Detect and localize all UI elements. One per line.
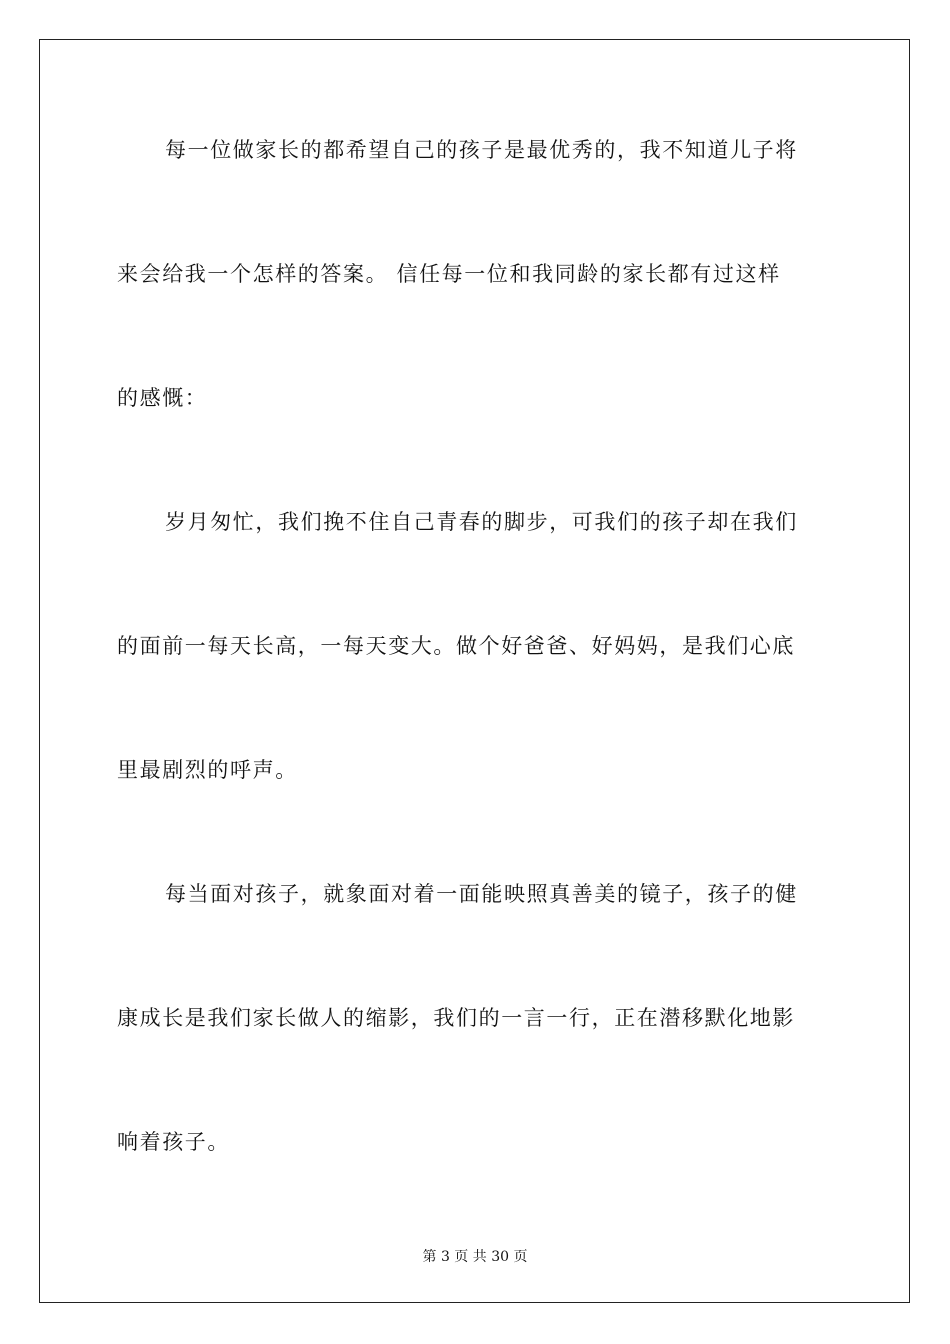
paragraph-2-line-2: 的面前一每天长高，一每天变大。做个好爸爸、好妈妈，是我们心底 xyxy=(117,634,795,658)
page-border xyxy=(39,39,910,1303)
paragraph-2-line-1: 岁月匆忙，我们挽不住自己青春的脚步，可我们的孩子却在我们 xyxy=(165,510,798,534)
paragraph-1-line-1: 每一位做家长的都希望自己的孩子是最优秀的，我不知道儿子将 xyxy=(165,138,798,162)
paragraph-1-line-3: 的感慨： xyxy=(117,386,208,410)
page-number-footer: 第 3 页 共 30 页 xyxy=(422,1249,528,1265)
paragraph-2-line-3: 里最剧烈的呼声。 xyxy=(117,758,298,782)
paragraph-3-line-2: 康成长是我们家长做人的缩影，我们的一言一行，正在潜移默化地影 xyxy=(117,1006,795,1030)
paragraph-3-line-1: 每当面对孩子，就象面对着一面能映照真善美的镜子，孩子的健 xyxy=(165,882,798,906)
paragraph-3-line-3: 响着孩子。 xyxy=(117,1130,230,1154)
paragraph-1-line-2: 来会给我一个怎样的答案。 信任每一位和我同龄的家长都有过这样 xyxy=(117,262,781,286)
